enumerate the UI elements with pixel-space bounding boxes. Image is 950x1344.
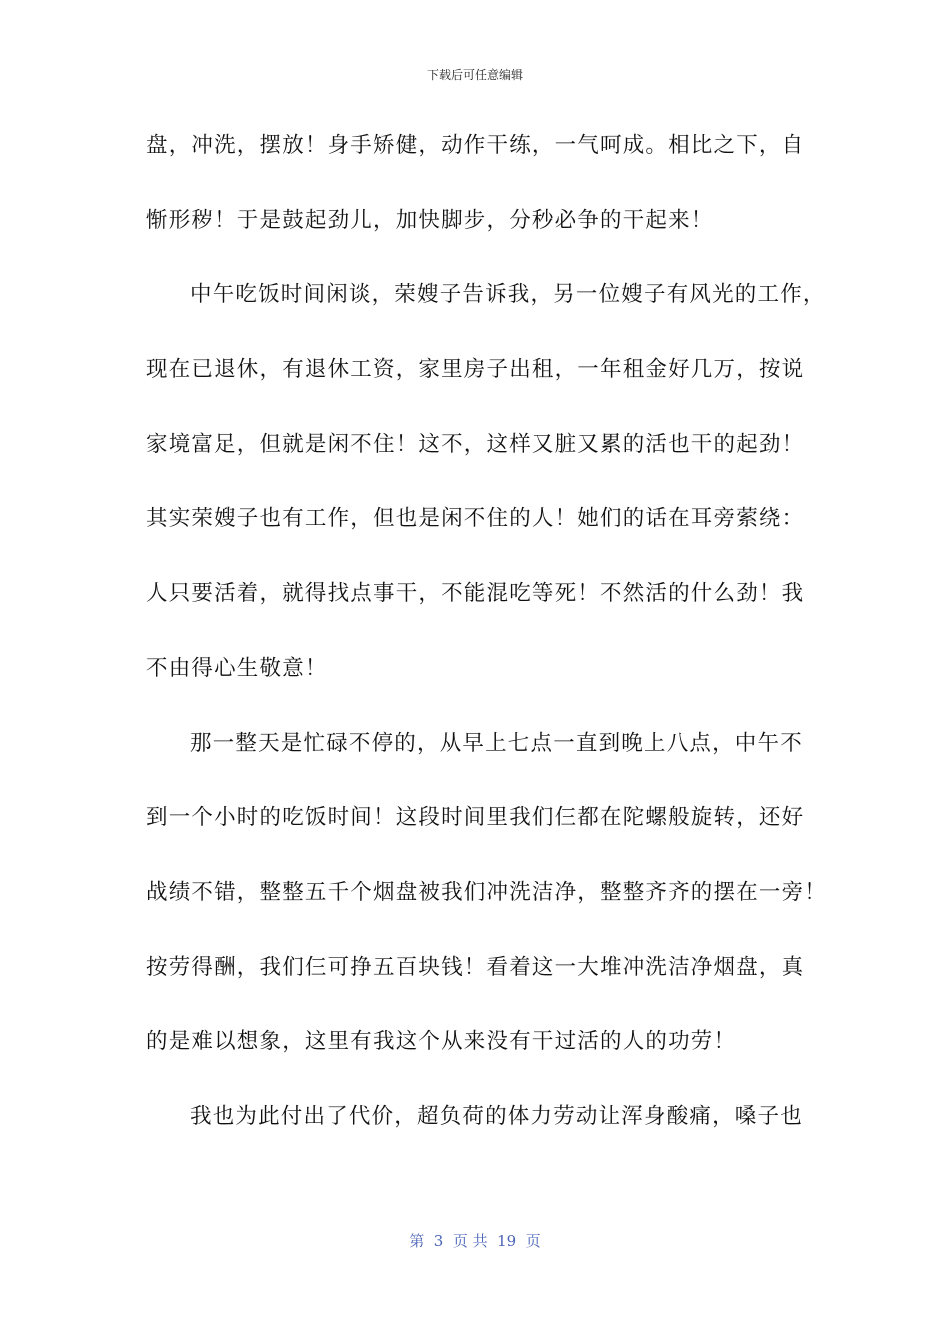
text-line: 到一个小时的吃饭时间！这段时间里我们仨都在陀螺般旋转，还好: [146, 805, 805, 831]
paragraph-first-line: 那一整天是忙碌不停的，从早上七点一直到晚上八点，中午不: [190, 730, 803, 756]
text-line: 惭形秽！于是鼓起劲儿，加快脚步，分秒必争的干起来！: [146, 207, 714, 233]
paragraph-first-line: 中午吃饭时间闲谈，荣嫂子告诉我，另一位嫂子有风光的工作，: [190, 282, 826, 308]
paragraph-first-line: 我也为此付出了代价，超负荷的体力劳动让浑身酸痛，嗓子也: [190, 1103, 803, 1129]
document-body: [146, 126, 828, 1172]
text-line: 不由得心生敬意！: [146, 655, 328, 681]
text-line: 家境富足，但就是闲不住！这不，这样又脏又累的活也干的起劲！: [146, 431, 805, 457]
text-line: 人只要活着，就得找点事干，不能混吃等死！不然活的什么劲！我: [146, 581, 805, 607]
text-line: 战绩不错，整整五千个烟盘被我们冲洗洁净，整整齐齐的摆在一旁！: [146, 879, 828, 905]
page-number-footer: 第 3 页 共 19 页: [409, 1232, 541, 1250]
text-line: 盘，冲洗，摆放！身手矫健，动作干练，一气呵成。相比之下，自: [146, 133, 805, 158]
text-line: 其实荣嫂子也有工作，但也是闲不住的人！她们的话在耳旁萦绕：: [146, 506, 805, 532]
text-line: 现在已退休，有退休工资，家里房子出租，一年租金好几万，按说: [146, 357, 805, 383]
text-line: 的是难以想象，这里有我这个从来没有干过活的人的功劳！: [146, 1029, 737, 1055]
text-line: 按劳得酬，我们仨可挣五百块钱！看着这一大堆冲洗洁净烟盘，真: [146, 954, 805, 980]
page-header: 下载后可任意编辑: [426, 68, 523, 82]
